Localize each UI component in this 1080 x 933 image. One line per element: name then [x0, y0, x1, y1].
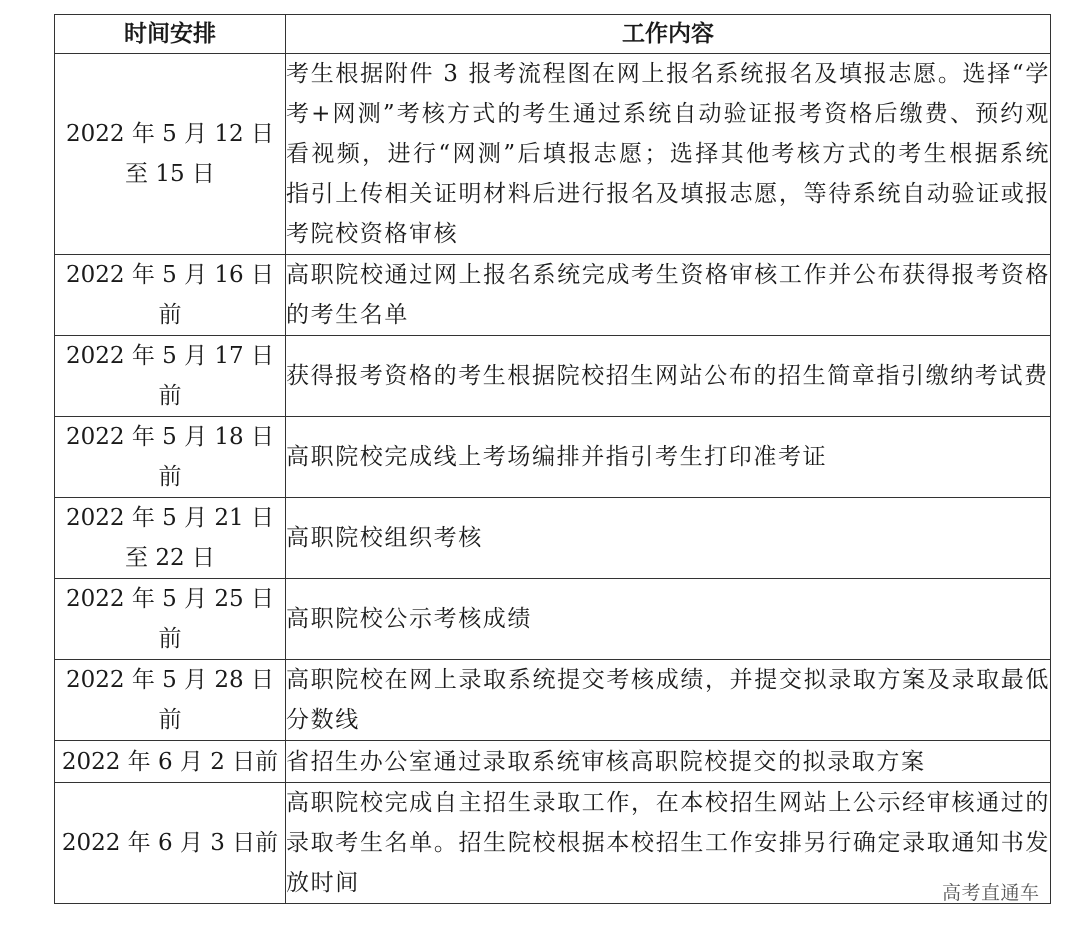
- row-date: 2022 年 5 月 25 日前: [55, 579, 286, 660]
- table-header-row: [55, 15, 1051, 54]
- row-date: 2022 年 5 月 18 日前: [55, 417, 286, 498]
- table-row: [55, 255, 1051, 336]
- table-row: [55, 417, 1051, 498]
- table-row: [55, 579, 1051, 660]
- table-row: [55, 498, 1051, 579]
- table-row: [55, 54, 1051, 255]
- row-content: 获得报考资格的考生根据院校招生网站公布的招生简章指引缴纳考试费: [286, 336, 1051, 417]
- row-date: 2022 年 5 月 16 日前: [55, 255, 286, 336]
- row-content: 省招生办公室通过录取系统审核高职院校提交的拟录取方案: [286, 741, 1051, 783]
- row-date: 2022 年 5 月 28 日前: [55, 660, 286, 741]
- row-content: 考生根据附件 3 报考流程图在网上报名系统报名及填报志愿。选择“学考+网测”考核方式的考生通过系统自动验证报考资格后缴费、预约观看视频，进行“网测”后填报志愿；选择其他考核方式的考生根据系统指引上传相关证明材料后进行报名及填报志愿，等待系统自动验证或报考院校资格审核: [286, 54, 1051, 255]
- schedule-table: [54, 14, 1051, 904]
- table-row: [55, 660, 1051, 741]
- table-row: [55, 741, 1051, 783]
- watermark-text: 高考直通车: [942, 882, 1040, 904]
- row-content: 高职院校完成自主招生录取工作，在本校招生网站上公示经审核通过的录取考生名单。招生院校根据本校招生工作安排另行确定录取通知书发放时间: [286, 783, 1051, 904]
- row-date: 2022 年 6 月 3 日前: [55, 783, 286, 904]
- row-date: 2022 年 5 月 17 日前: [55, 336, 286, 417]
- row-content: 高职院校通过网上报名系统完成考生资格审核工作并公布获得报考资格的考生名单: [286, 255, 1051, 336]
- row-content: 高职院校公示考核成绩: [286, 579, 1051, 660]
- row-date: 2022 年 6 月 2 日前: [55, 741, 286, 783]
- column-header-content: 工作内容: [286, 15, 1051, 54]
- column-header-time: 时间安排: [55, 15, 286, 54]
- row-content: 高职院校组织考核: [286, 498, 1051, 579]
- row-content: 高职院校完成线上考场编排并指引考生打印准考证: [286, 417, 1051, 498]
- row-date: 2022 年 5 月 21 日至 22 日: [55, 498, 286, 579]
- row-date: 2022 年 5 月 12 日至 15 日: [55, 54, 286, 255]
- table-row: [55, 783, 1051, 904]
- table-row: [55, 336, 1051, 417]
- row-content: 高职院校在网上录取系统提交考核成绩，并提交拟录取方案及录取最低分数线: [286, 660, 1051, 741]
